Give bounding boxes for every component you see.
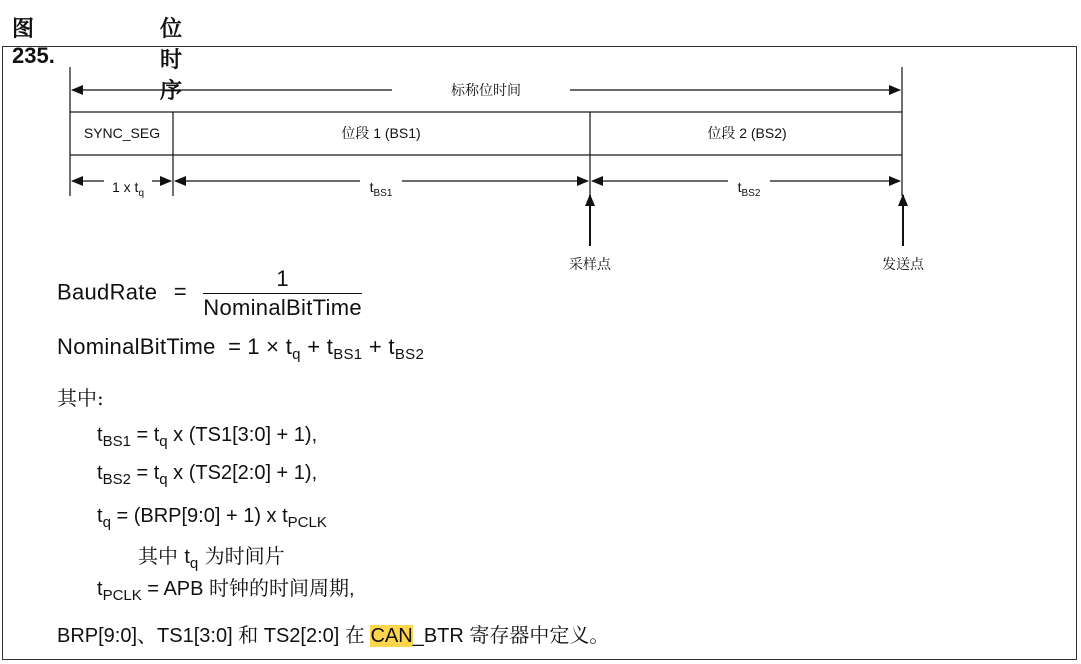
sync-duration-label: 1 x $t_q$ xyxy=(111,179,145,199)
nbt-term-bs1: + t xyxy=(300,334,334,359)
def-tbs2: $t_{BS2} = t_q$ x (TS2[2:0] + 1), xyxy=(97,462,318,488)
segment-bs1-label: 位段 1 (BS1) xyxy=(341,125,421,141)
def-tq: $t_q$ = (BRP[9:0] + 1) x $t_{PCLK}$ xyxy=(97,505,327,531)
nbt-term-sync: 1 × t xyxy=(247,334,293,359)
nbt-sub-bs1: BS1 xyxy=(333,346,363,363)
def-tpclk: $t_{PCLK}$ = APB 时钟的时间周期, xyxy=(97,578,355,604)
bs2-duration-label: $t_{BS2}$ xyxy=(737,179,761,199)
figure-number: 图 235. xyxy=(12,16,55,68)
segment-sync-label: SYNC_SEG xyxy=(83,125,161,141)
transmit-point-label: 发送点 xyxy=(882,256,924,272)
nbt-equals: = xyxy=(228,334,242,359)
segment-bs2-label: 位段 2 (BS2) xyxy=(707,125,787,141)
figure-name: 位时序 xyxy=(160,16,183,103)
baudrate-denominator: NominalBitTime xyxy=(203,295,362,320)
bs1-duration-label: $t_{BS1}$ xyxy=(369,179,393,199)
baudrate-equals: = xyxy=(173,279,187,305)
baudrate-fraction xyxy=(203,266,362,321)
can-highlight: CAN xyxy=(370,625,413,647)
nbt-lhs: NominalBitTime xyxy=(57,334,216,359)
baudrate-lhs: BaudRate xyxy=(57,279,158,305)
def-tbs1: $t_{BS1} = t_q$ x (TS1[3:0] + 1), xyxy=(97,424,318,450)
nbt-term-bs2: + t xyxy=(362,334,395,359)
nbt-sub-bs2: BS2 xyxy=(394,346,425,363)
def-tq-note: 其中 $t_q$ 为时间片 xyxy=(138,544,285,572)
nominal-bit-time-formula xyxy=(57,334,424,363)
baudrate-formula xyxy=(57,266,362,321)
nominal-bit-time-label: 标称位时间 xyxy=(451,82,521,98)
bit-timing-diagram xyxy=(0,0,1081,290)
sample-point-label: 采样点 xyxy=(569,256,611,272)
register-note: BRP[9:0]、TS1[3:0] 和 TS2[2:0] 在 CAN_BTR 寄存器中定义。 xyxy=(57,625,610,647)
where-label: 其中: xyxy=(57,386,104,410)
baudrate-numerator: 1 xyxy=(203,266,362,294)
nbt-sub-q: q xyxy=(292,346,301,363)
